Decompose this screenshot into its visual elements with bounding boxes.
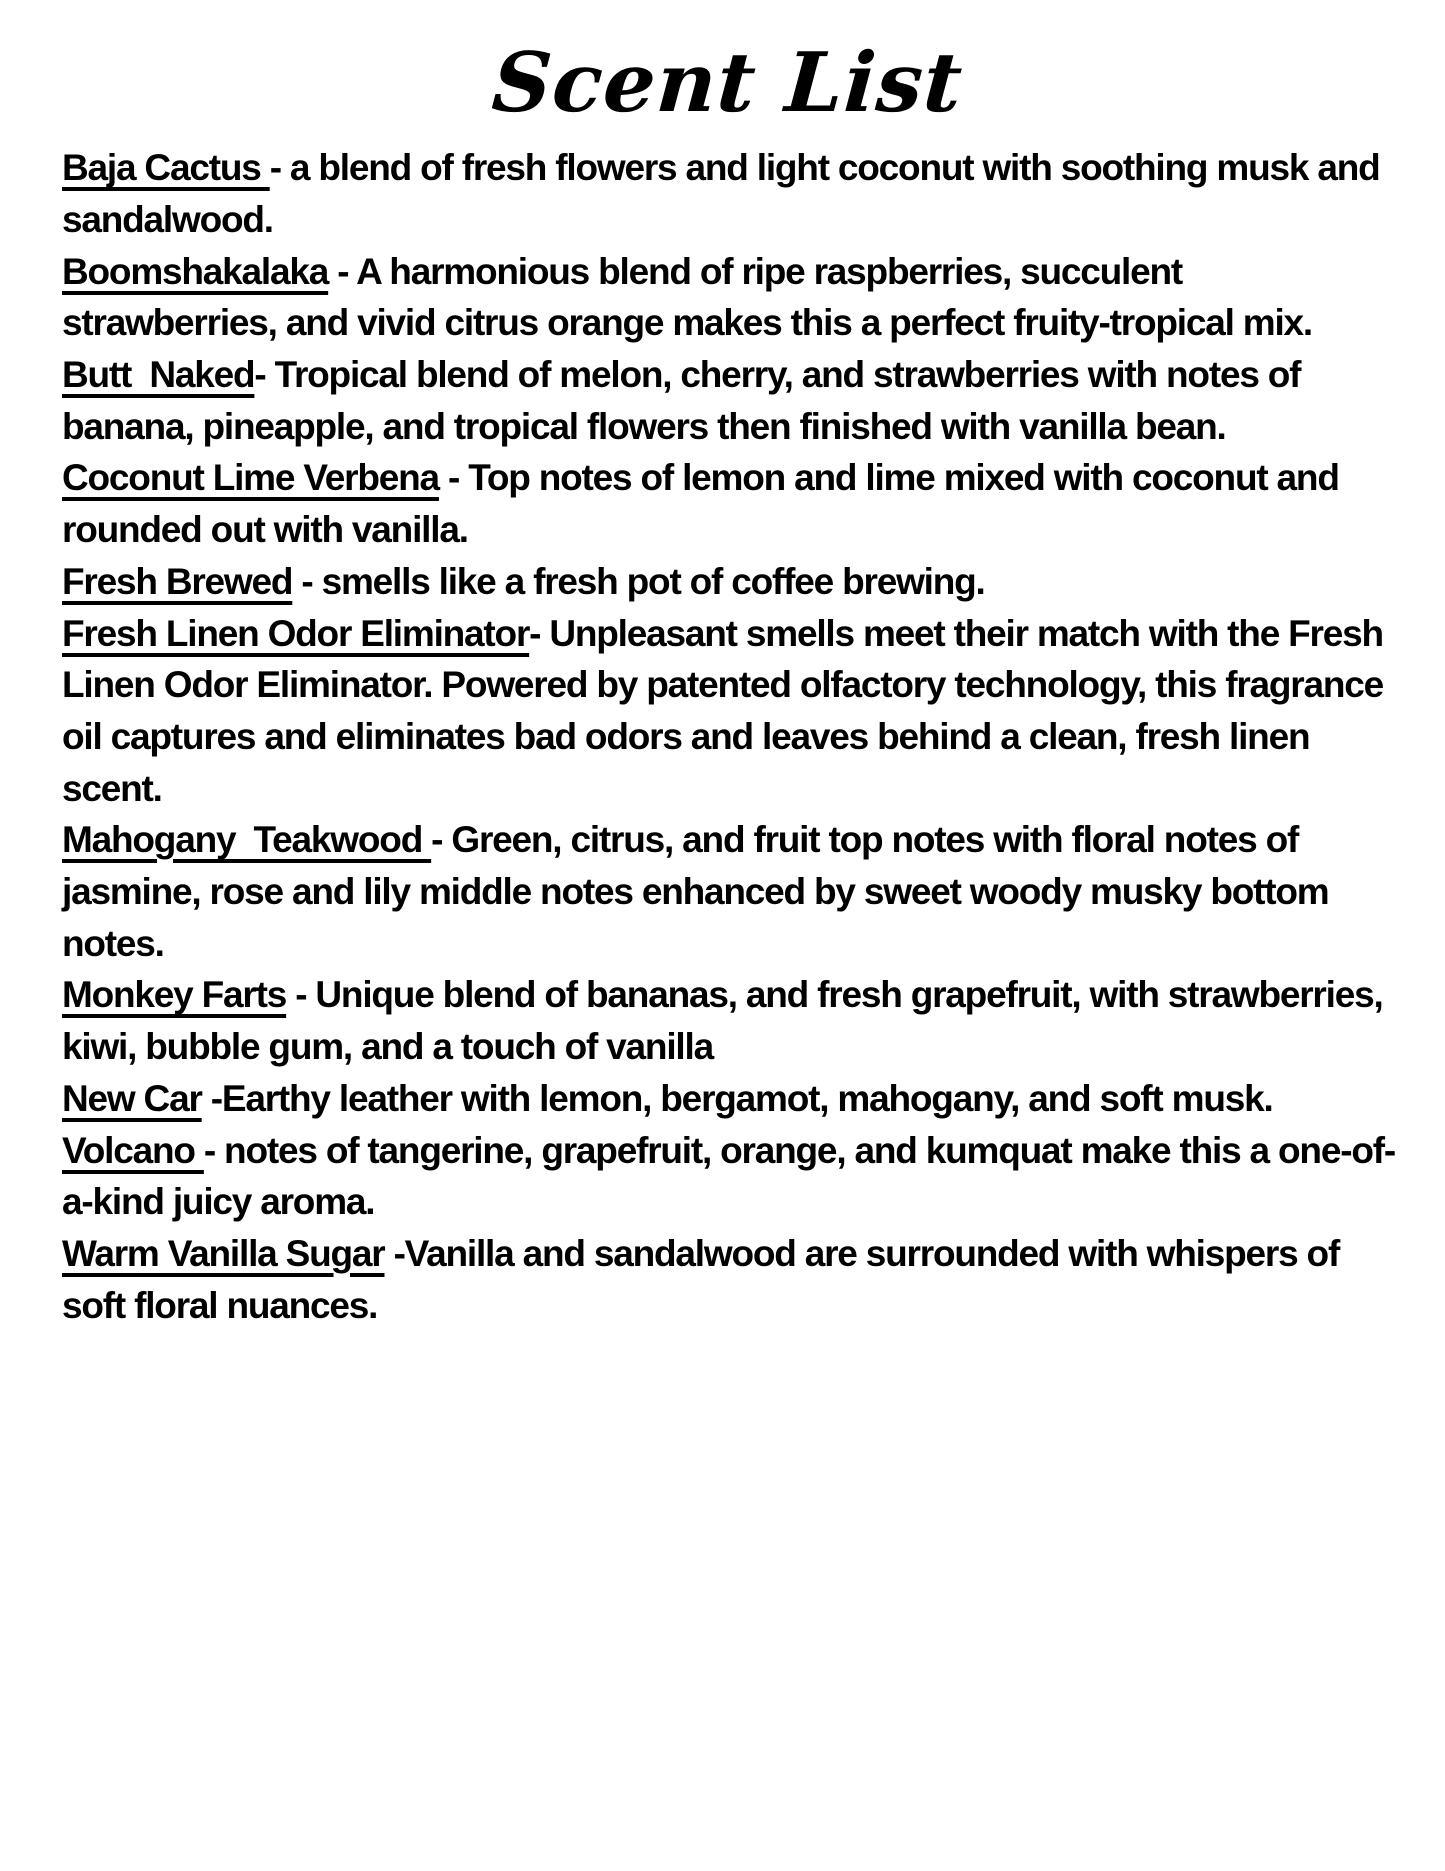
scent-entry [62,142,1396,245]
scent-name: Monkey Farts [62,974,287,1016]
scent-entry [62,969,1396,1072]
scent-name: Volcano [62,1129,204,1171]
scent-description: -Earthy leather with lemon, bergamot, mahogany, and soft musk. [201,1077,1273,1119]
scent-entry [62,1125,1396,1228]
scent-entry [62,452,1396,555]
scent-description: - a blend of fresh flowers and light coconut with soothing musk and sandalwood. [62,147,1389,240]
scent-entry [62,1228,1396,1331]
scent-description: - Unique blend of bananas, and fresh grapefruit, with strawberries, kiwi, bubble gum, and a touch of vanilla [62,974,1392,1068]
scent-description: - Tropical blend of melon, cherry, and strawberries with notes of banana, pineapple, and tropical flowers then finished with vanilla bean. [62,354,1310,447]
scent-description: - Unpleasant smells meet their match with the Fresh Linen Odor Eliminator. Powered by patented olfactory technology, this fragrance oil captures and eliminates bad odors and leaves behind a clean, fresh linen scent. [62,612,1393,809]
scent-entry [62,556,1396,608]
scent-name: Boomshakalaka [62,250,329,292]
scent-description: - A harmonious blend of ripe raspberries, succulent strawberries, and vivid citrus orange makes this a perfect fruity-tropical mix. [62,250,1312,344]
scent-description: -Vanilla and sandalwood are surrounded with whispers of soft floral nuances. [62,1232,1349,1326]
scent-entry [62,1073,1396,1125]
scent-name: Coconut Lime Verbena [62,457,439,499]
scent-description: - Top notes of lemon and lime mixed with coconut and rounded out with vanilla. [62,457,1348,551]
scent-name: Mahogany Teakwood [62,819,432,861]
scent-entry [62,814,1396,969]
scent-name: Baja Cactus [62,147,270,189]
scent-description: - smells like a fresh pot of coffee brewing. [292,560,985,602]
scent-entry [62,608,1396,815]
scent-name: New Car [62,1077,202,1119]
scent-description: - Green, citrus, and fruit top notes with floral notes of jasmine, rose and lily middle notes enhanced by sweet woody musky bottom notes. [62,819,1338,964]
scent-name: Fresh Linen Odor Eliminator [62,612,530,654]
scent-description: - notes of tangerine, grapefruit, orange, and kumquat make this a one-of-a-kind juicy aroma. [62,1129,1395,1223]
page-title: Scent List [489,35,966,131]
scent-name: Butt Naked [62,354,255,395]
scent-list [62,142,1396,1331]
scent-entry [62,246,1396,349]
scent-name: Fresh Brewed [62,560,293,602]
scent-entry [62,349,1396,452]
scent-name: Warm Vanilla Sugar [62,1232,385,1274]
